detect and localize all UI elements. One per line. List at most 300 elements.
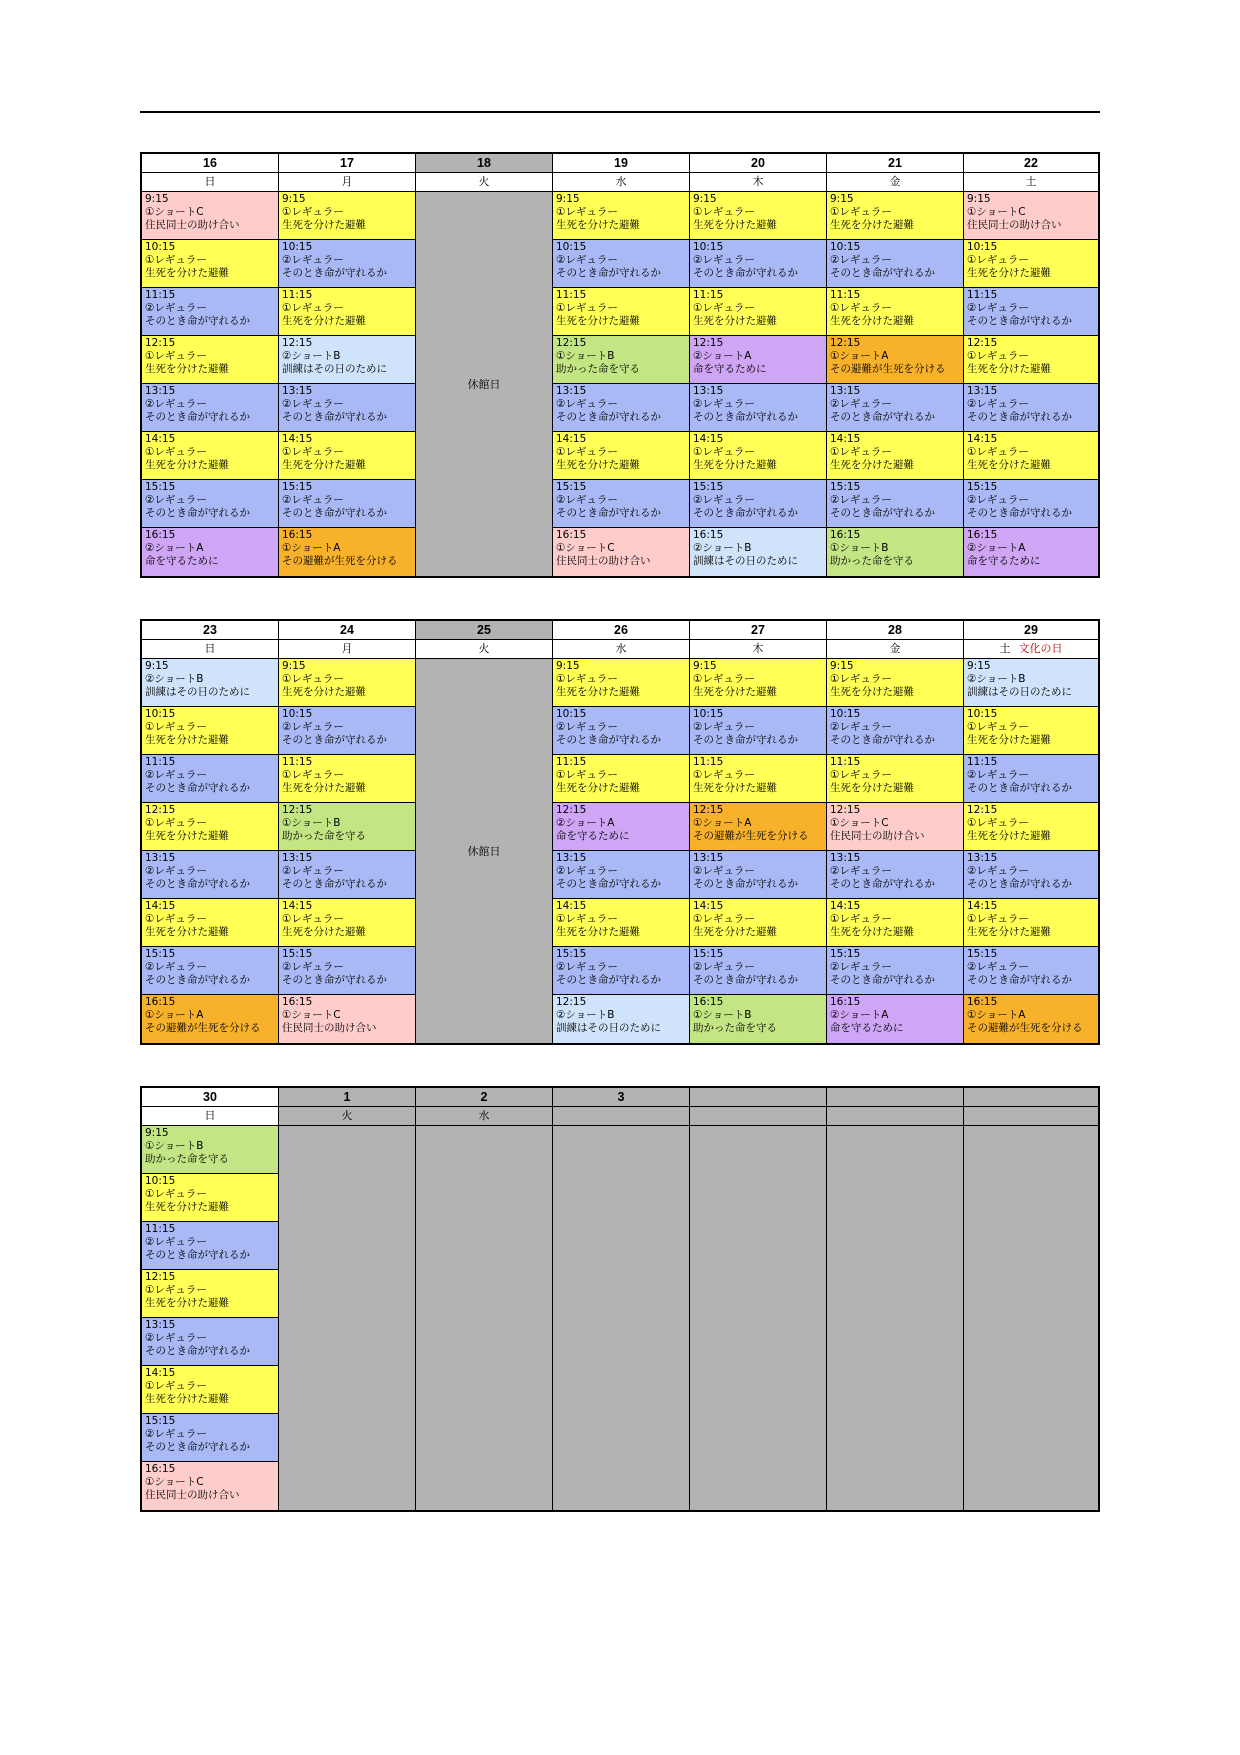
slot-time: 9:15	[556, 193, 580, 205]
slot-time: 11:15	[556, 289, 587, 301]
slot-time: 15:15	[693, 948, 724, 960]
schedule-slot[interactable]	[553, 528, 689, 576]
schedule-slot[interactable]	[827, 480, 963, 528]
schedule-slot[interactable]	[553, 803, 689, 851]
slot-program: ①ショートA	[693, 817, 752, 829]
schedule-slot[interactable]	[142, 899, 278, 947]
slot-title: そのとき命が守れるか	[693, 507, 798, 519]
schedule-slot[interactable]	[142, 1414, 278, 1462]
schedule-slot[interactable]	[827, 803, 963, 851]
slot-title: そのとき命が守れるか	[282, 974, 387, 986]
slot-time: 10:15	[967, 241, 998, 253]
schedule-slot[interactable]	[964, 192, 1098, 240]
schedule-slot[interactable]	[964, 947, 1098, 995]
slot-title: 生死を分けた避難	[282, 782, 366, 794]
weekday-label: 水	[615, 175, 627, 188]
slot-time: 9:15	[693, 660, 717, 672]
slot-title: 生死を分けた避難	[556, 315, 640, 327]
weekday-cell	[690, 173, 827, 191]
weekday-label: 日	[204, 642, 216, 655]
slot-time: 12:15	[556, 337, 587, 349]
slot-title: 訓練はその日のために	[145, 686, 250, 698]
schedule-slot[interactable]	[827, 659, 963, 707]
schedule-slot[interactable]	[690, 851, 826, 899]
weekday-label: 金	[889, 175, 901, 188]
slots-body	[142, 1126, 1098, 1510]
schedule-slot[interactable]	[142, 528, 278, 576]
slot-program: ①レギュラー	[556, 302, 618, 314]
schedule-slot[interactable]	[964, 755, 1098, 803]
slot-program: ①レギュラー	[830, 913, 892, 925]
slot-time: 11:15	[830, 756, 861, 768]
schedule-slot[interactable]	[690, 240, 826, 288]
schedule-slot[interactable]	[964, 659, 1098, 707]
schedule-slot[interactable]	[690, 659, 826, 707]
schedule-slot[interactable]	[690, 384, 826, 432]
slot-title: そのとき命が守れるか	[145, 1249, 250, 1261]
schedule-slot[interactable]	[690, 947, 826, 995]
slot-program: ①レギュラー	[282, 673, 344, 685]
weekday-cell	[142, 173, 279, 191]
schedule-slot[interactable]	[142, 995, 278, 1043]
day-column	[964, 192, 1098, 576]
schedule-slot[interactable]	[827, 432, 963, 480]
schedule-slot[interactable]	[142, 1366, 278, 1414]
slot-title: そのとき命が守れるか	[967, 782, 1072, 794]
slot-time: 13:15	[967, 852, 998, 864]
schedule-slot[interactable]	[964, 707, 1098, 755]
slot-title: 住民同士の助け合い	[967, 219, 1062, 231]
weekday-cell	[690, 1107, 827, 1125]
schedule-slot[interactable]	[142, 288, 278, 336]
slot-time: 9:15	[693, 193, 717, 205]
slot-time: 9:15	[145, 1127, 169, 1139]
slot-time: 9:15	[830, 193, 854, 205]
schedule-slot[interactable]	[827, 528, 963, 576]
slot-program: ②レギュラー	[830, 961, 892, 973]
schedule-slot[interactable]	[827, 755, 963, 803]
weekday-label: 月	[341, 642, 353, 655]
slot-program: ②レギュラー	[967, 865, 1029, 877]
slot-title: そのとき命が守れるか	[556, 507, 661, 519]
weekday-cell	[416, 173, 553, 191]
schedule-slot[interactable]	[142, 480, 278, 528]
slot-program: ②レギュラー	[556, 254, 618, 266]
schedule-slot[interactable]	[553, 707, 689, 755]
slot-time: 16:15	[145, 996, 176, 1008]
schedule-slot[interactable]	[964, 899, 1098, 947]
day-column	[827, 1126, 964, 1510]
slot-time: 10:15	[967, 708, 998, 720]
schedule-slot[interactable]	[690, 803, 826, 851]
schedule-slot[interactable]	[279, 899, 415, 947]
closed-day-label	[553, 1126, 689, 1510]
schedule-slot[interactable]	[553, 659, 689, 707]
slot-title: 訓練はその日のために	[282, 363, 387, 375]
slot-program: ①ショートC	[556, 542, 615, 554]
date-cell: 17	[279, 154, 416, 172]
slot-program: ①レギュラー	[693, 206, 755, 218]
slot-program: ①レギュラー	[556, 446, 618, 458]
slot-time: 16:15	[282, 529, 313, 541]
slot-time: 15:15	[145, 1415, 176, 1427]
slot-title: そのとき命が守れるか	[830, 974, 935, 986]
week-table	[140, 619, 1100, 1045]
schedule-slot[interactable]	[690, 707, 826, 755]
schedule-slot[interactable]	[279, 528, 415, 576]
schedule-slot[interactable]	[553, 432, 689, 480]
slot-title: 生死を分けた避難	[282, 686, 366, 698]
slot-program: ①レギュラー	[693, 769, 755, 781]
slot-title: そのとき命が守れるか	[282, 734, 387, 746]
slot-program: ②ショートB	[693, 542, 752, 554]
schedule-slot[interactable]	[279, 755, 415, 803]
schedule-slot[interactable]	[142, 803, 278, 851]
schedule-slot[interactable]	[279, 480, 415, 528]
slot-time: 12:15	[830, 337, 861, 349]
slot-program: ①レギュラー	[693, 446, 755, 458]
weekday-cell	[690, 640, 827, 658]
slot-program: ①ショートA	[967, 1009, 1026, 1021]
slot-time: 16:15	[830, 996, 861, 1008]
schedule-slot[interactable]	[964, 288, 1098, 336]
slot-program: ①ショートB	[830, 542, 889, 554]
weekday-cell	[416, 1107, 553, 1125]
slot-program: ①ショートB	[556, 350, 615, 362]
weekday-cell	[827, 173, 964, 191]
schedule-slot[interactable]	[964, 995, 1098, 1043]
schedule-slot[interactable]	[279, 851, 415, 899]
date-cell: 3	[553, 1088, 690, 1106]
slot-program: ②レギュラー	[556, 865, 618, 877]
weekday-label: 月	[341, 175, 353, 188]
slot-title: 生死を分けた避難	[145, 1297, 229, 1309]
date-cell: 24	[279, 621, 416, 639]
slot-time: 11:15	[282, 756, 313, 768]
slot-title: 生死を分けた避難	[145, 267, 229, 279]
slot-program: ①レギュラー	[145, 254, 207, 266]
slot-program: ②レギュラー	[967, 494, 1029, 506]
day-column	[690, 192, 827, 576]
weekday-label: 火	[341, 1109, 353, 1122]
slot-program: ①ショートC	[830, 817, 889, 829]
weekday-cell	[553, 173, 690, 191]
slot-program: ②レギュラー	[145, 769, 207, 781]
schedule-slot[interactable]	[690, 755, 826, 803]
slot-program: ②レギュラー	[282, 398, 344, 410]
slot-program: ②レギュラー	[830, 254, 892, 266]
slot-title: そのとき命が守れるか	[145, 782, 250, 794]
schedule-slot[interactable]	[142, 384, 278, 432]
slot-time: 14:15	[693, 900, 724, 912]
schedule-slot[interactable]	[964, 384, 1098, 432]
slot-title: そのとき命が守れるか	[830, 267, 935, 279]
slot-program: ②レギュラー	[693, 961, 755, 973]
schedule-slot[interactable]	[142, 659, 278, 707]
slot-title: 訓練はその日のために	[693, 555, 798, 567]
schedule-slot[interactable]	[142, 1270, 278, 1318]
schedule-slot[interactable]	[553, 336, 689, 384]
slot-time: 16:15	[830, 529, 861, 541]
slot-time: 13:15	[693, 852, 724, 864]
schedule-slot[interactable]	[142, 707, 278, 755]
slot-time: 14:15	[282, 433, 313, 445]
date-cell	[827, 1088, 964, 1106]
schedule-slot[interactable]	[142, 432, 278, 480]
schedule-slot[interactable]	[142, 192, 278, 240]
slot-title: そのとき命が守れるか	[967, 315, 1072, 327]
slot-program: ②レギュラー	[556, 721, 618, 733]
week-table	[140, 1086, 1100, 1512]
slot-title: そのとき命が守れるか	[145, 1441, 250, 1453]
slot-time: 13:15	[556, 852, 587, 864]
schedule-slot[interactable]	[690, 336, 826, 384]
slot-time: 13:15	[145, 1319, 176, 1331]
slot-time: 10:15	[145, 241, 176, 253]
slot-time: 13:15	[556, 385, 587, 397]
slot-time: 15:15	[967, 481, 998, 493]
slot-title: そのとき命が守れるか	[556, 878, 661, 890]
slot-time: 9:15	[830, 660, 854, 672]
slot-time: 10:15	[282, 241, 313, 253]
schedule-slot[interactable]	[142, 1318, 278, 1366]
schedule-slot[interactable]	[553, 899, 689, 947]
slot-program: ①レギュラー	[967, 817, 1029, 829]
schedule-slot[interactable]	[964, 528, 1098, 576]
schedule-slot[interactable]	[827, 288, 963, 336]
slot-program: ①ショートA	[145, 1009, 204, 1021]
slot-time: 12:15	[145, 337, 176, 349]
schedule-slot[interactable]	[279, 288, 415, 336]
schedule-slot[interactable]	[142, 851, 278, 899]
slot-program: ②レギュラー	[830, 494, 892, 506]
slot-program: ①レギュラー	[693, 913, 755, 925]
schedule-slot[interactable]	[142, 755, 278, 803]
slot-title: そのとき命が守れるか	[145, 974, 250, 986]
slot-title: 生死を分けた避難	[693, 782, 777, 794]
schedule-slot[interactable]	[142, 1174, 278, 1222]
weekday-label: 木	[752, 642, 764, 655]
slot-title: 生死を分けた避難	[967, 830, 1051, 842]
slot-time: 16:15	[556, 529, 587, 541]
schedule-slot[interactable]	[142, 1222, 278, 1270]
slot-program: ②ショートA	[145, 542, 204, 554]
slot-program: ①レギュラー	[967, 721, 1029, 733]
schedule-slot[interactable]	[690, 432, 826, 480]
slot-program: ②ショートB	[145, 673, 204, 685]
date-cell: 2	[416, 1088, 553, 1106]
schedule-slot[interactable]	[964, 336, 1098, 384]
slot-time: 10:15	[145, 1175, 176, 1187]
slot-program: ②レギュラー	[282, 865, 344, 877]
day-column	[827, 659, 964, 1043]
schedule-slot[interactable]	[142, 947, 278, 995]
schedule-slot[interactable]	[553, 192, 689, 240]
slot-title: 生死を分けた避難	[556, 459, 640, 471]
date-cell: 16	[142, 154, 279, 172]
schedule-slot[interactable]	[690, 899, 826, 947]
schedule-slot[interactable]	[964, 851, 1098, 899]
schedule-slot[interactable]	[827, 240, 963, 288]
slot-time: 9:15	[145, 660, 169, 672]
date-cell: 23	[142, 621, 279, 639]
schedule-slot[interactable]	[964, 803, 1098, 851]
date-cell: 21	[827, 154, 964, 172]
schedule-slot[interactable]	[827, 707, 963, 755]
schedule-slot[interactable]	[553, 995, 689, 1043]
schedule-slot[interactable]	[827, 947, 963, 995]
day-column	[142, 192, 279, 576]
schedule-slot[interactable]	[279, 432, 415, 480]
weekday-cell	[827, 1107, 964, 1125]
slot-time: 14:15	[282, 900, 313, 912]
slot-time: 13:15	[282, 385, 313, 397]
schedule-slot[interactable]	[827, 384, 963, 432]
day-column	[279, 192, 416, 576]
slot-title: そのとき命が守れるか	[830, 878, 935, 890]
slot-title: 住民同士の助け合い	[145, 1489, 240, 1501]
weekday-cell	[964, 173, 1098, 191]
slot-program: ②レギュラー	[282, 254, 344, 266]
schedule-slot[interactable]	[142, 1462, 278, 1510]
schedule-slot[interactable]	[279, 336, 415, 384]
schedule-slot[interactable]	[964, 240, 1098, 288]
schedule-slot[interactable]	[553, 947, 689, 995]
slot-title: そのとき命が守れるか	[967, 507, 1072, 519]
schedule-slot[interactable]	[690, 192, 826, 240]
slot-program: ①レギュラー	[830, 673, 892, 685]
schedule-slot[interactable]	[553, 240, 689, 288]
slot-time: 9:15	[282, 660, 306, 672]
slot-program: ②ショートB	[556, 1009, 615, 1021]
slot-time: 10:15	[693, 241, 724, 253]
slot-title: 住民同士の助け合い	[282, 1022, 377, 1034]
slot-time: 14:15	[967, 433, 998, 445]
slot-program: ①ショートA	[830, 350, 889, 362]
slot-title: そのとき命が守れるか	[967, 878, 1072, 890]
slot-time: 16:15	[282, 996, 313, 1008]
slot-title: その避難が生死を分ける	[282, 555, 398, 567]
slot-title: そのとき命が守れるか	[145, 411, 250, 423]
weekday-label: 水	[478, 1109, 490, 1122]
slot-title: そのとき命が守れるか	[693, 878, 798, 890]
schedule-slot[interactable]	[827, 995, 963, 1043]
slot-title: 生死を分けた避難	[693, 686, 777, 698]
slot-title: 生死を分けた避難	[145, 1393, 229, 1405]
slot-program: ①ショートC	[282, 1009, 341, 1021]
slot-program: ①レギュラー	[145, 1284, 207, 1296]
schedule-slot[interactable]	[964, 480, 1098, 528]
weekday-header-row	[142, 173, 1098, 192]
schedule-slot[interactable]	[690, 528, 826, 576]
slot-time: 12:15	[967, 804, 998, 816]
date-cell: 20	[690, 154, 827, 172]
date-cell: 28	[827, 621, 964, 639]
slot-time: 12:15	[830, 804, 861, 816]
slot-program: ①レギュラー	[967, 913, 1029, 925]
slots-body	[142, 659, 1098, 1043]
schedule-slot[interactable]	[827, 336, 963, 384]
day-column	[827, 192, 964, 576]
slot-time: 9:15	[282, 193, 306, 205]
day-column	[279, 1126, 416, 1510]
weekday-cell	[553, 640, 690, 658]
slot-program: ①レギュラー	[556, 769, 618, 781]
date-cell: 19	[553, 154, 690, 172]
schedule-slot[interactable]	[142, 336, 278, 384]
slot-title: そのとき命が守れるか	[830, 734, 935, 746]
schedule-slot[interactable]	[827, 899, 963, 947]
schedule-slot[interactable]	[690, 995, 826, 1043]
slot-time: 11:15	[693, 756, 724, 768]
slot-time: 11:15	[967, 289, 998, 301]
slot-title: 住民同士の助け合い	[145, 219, 240, 231]
slot-time: 14:15	[556, 900, 587, 912]
schedule-slot[interactable]	[279, 384, 415, 432]
slot-title: そのとき命が守れるか	[830, 507, 935, 519]
schedule-slot[interactable]	[279, 240, 415, 288]
schedule-slot[interactable]	[827, 192, 963, 240]
schedule-slot[interactable]	[690, 288, 826, 336]
slot-program: ②レギュラー	[282, 961, 344, 973]
schedule-slot[interactable]	[279, 947, 415, 995]
schedule-slot[interactable]	[553, 755, 689, 803]
slot-time: 11:15	[556, 756, 587, 768]
slot-program: ②レギュラー	[145, 1236, 207, 1248]
schedule-slot[interactable]	[279, 995, 415, 1043]
slot-program: ②レギュラー	[145, 1332, 207, 1344]
slot-time: 12:15	[145, 804, 176, 816]
day-column	[416, 192, 553, 576]
slot-title: その避難が生死を分ける	[967, 1022, 1083, 1034]
day-column	[416, 1126, 553, 1510]
slot-title: そのとき命が守れるか	[282, 507, 387, 519]
slot-time: 11:15	[145, 289, 176, 301]
schedule-slot[interactable]	[553, 288, 689, 336]
slot-title: そのとき命が守れるか	[282, 267, 387, 279]
slot-title: 命を守るために	[967, 555, 1041, 567]
slot-program: ①レギュラー	[145, 446, 207, 458]
schedule-slot[interactable]	[690, 480, 826, 528]
slot-title: 生死を分けた避難	[693, 315, 777, 327]
schedule-slot[interactable]	[142, 1126, 278, 1174]
slot-program: ①レギュラー	[556, 913, 618, 925]
schedule-slot[interactable]	[553, 480, 689, 528]
schedule-slot[interactable]	[142, 240, 278, 288]
schedule-slot[interactable]	[279, 659, 415, 707]
slot-program: ①レギュラー	[145, 1188, 207, 1200]
day-column	[279, 659, 416, 1043]
schedule-slot[interactable]	[964, 432, 1098, 480]
schedule-slot[interactable]	[827, 851, 963, 899]
date-cell: 18	[416, 154, 553, 172]
slot-time: 10:15	[830, 708, 861, 720]
slot-title: 生死を分けた避難	[556, 219, 640, 231]
slot-time: 12:15	[145, 1271, 176, 1283]
slot-program: ①ショートC	[967, 206, 1026, 218]
day-column	[553, 192, 690, 576]
slot-time: 15:15	[145, 481, 176, 493]
slot-title: 命を守るために	[145, 555, 219, 567]
schedule-slot[interactable]	[279, 192, 415, 240]
schedule-slot[interactable]	[553, 384, 689, 432]
slot-title: 生死を分けた避難	[693, 926, 777, 938]
schedule-slot[interactable]	[279, 803, 415, 851]
weekday-cell	[142, 640, 279, 658]
slot-program: ①レギュラー	[830, 206, 892, 218]
schedule-slot[interactable]	[553, 851, 689, 899]
schedule-slot[interactable]	[279, 707, 415, 755]
